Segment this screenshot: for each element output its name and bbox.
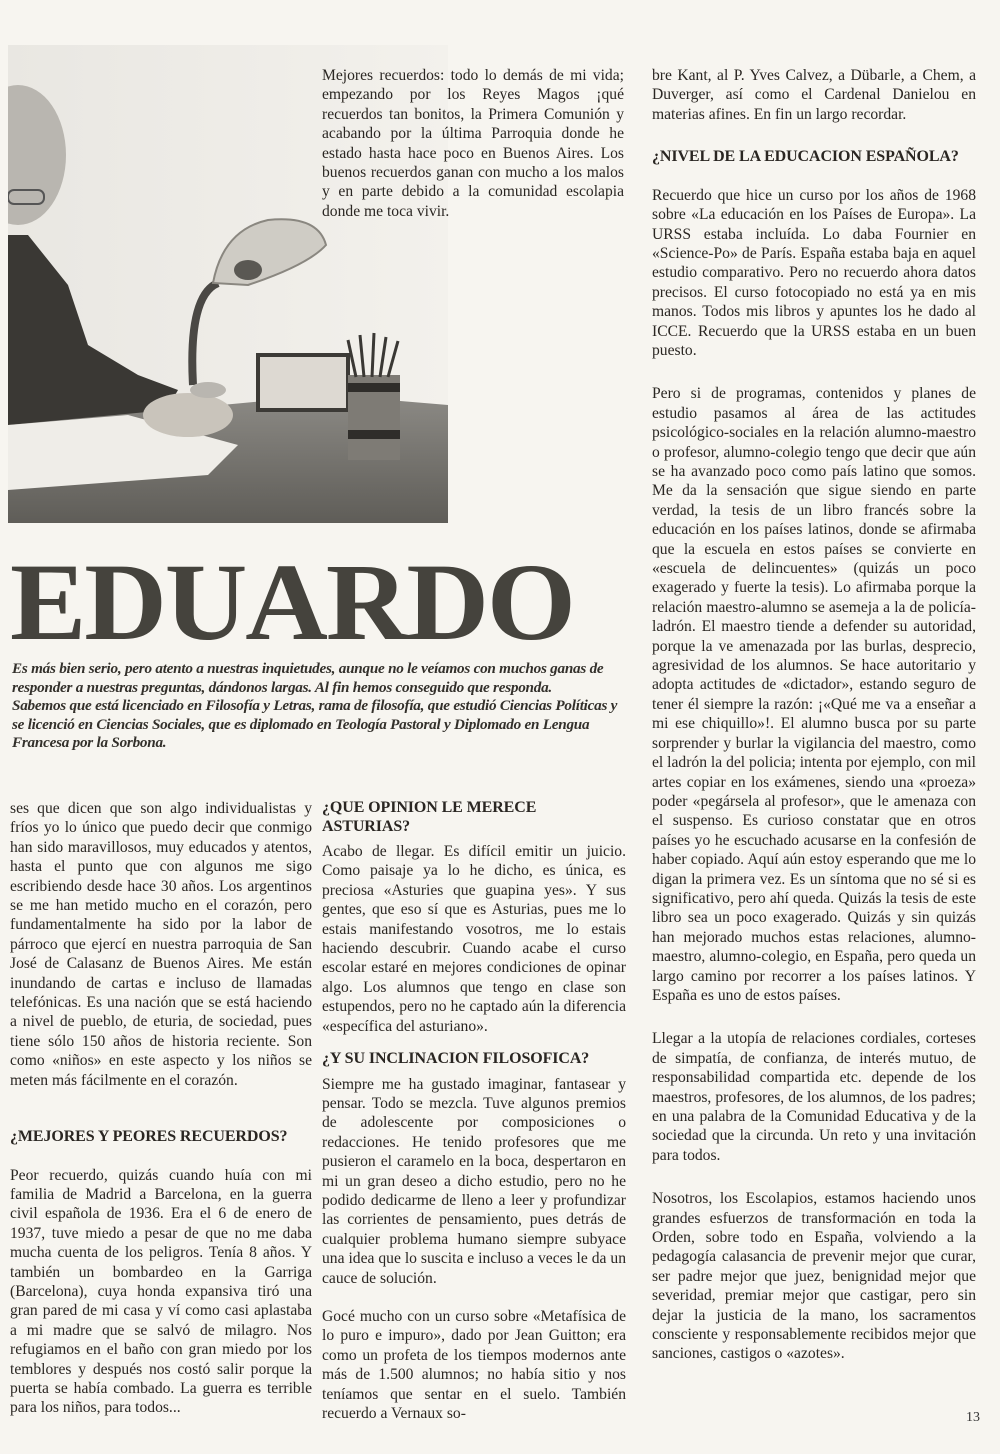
page-number: 13	[966, 1410, 980, 1425]
middle-column	[322, 799, 626, 1423]
professors-paragraph: bre Kant, al P. Yves Calvez, a Dübarle, a Chem, a Duverger, así como el Cardenal Danielou en materias afines. En fin un largo recordar.	[652, 67, 976, 123]
intro-standfirst	[12, 660, 630, 753]
utopia-paragraph: Llegar a la utopía de relaciones cordiales, corteses de simpatía, de confianza, de interés mutuo, de responsabilidad compartida etc. depende de los maestros, profesores, de los alumnos, de los padres; en una palabra de la Comunidad Educativa y de la sociedad que la circunda. Un reto y una invitación para todos.	[652, 1030, 976, 1164]
page-title: EDUARDO	[10, 541, 574, 663]
philosophy-paragraph: Siempre me ha gustado imaginar, fantasear y pensar. Todo se mezcla. Tuve algunos premios de adolescente por composiciones o redacciones. He tenido profesores que me pusieron el caramelo en la boca, despertaron en mi un gran deseo a dicho estudio, pero no he podido dedicarme de lleno a leer y profundizar las corrientes de pensamiento, pues detrás de cualquier problema humano siempre subyace una idea que lo suscita e incluso a veces le da un cauce de solución.	[322, 1075, 626, 1287]
memories-heading: ¿MEJORES Y PEORES RECUERDOS?	[10, 1128, 288, 1146]
asturias-paragraph: Acabo de llegar. Es difícil emitir un juicio. Como paisaje ya lo he dicho, es única, es preciosa «Asturies que guapina yes». Y sus gentes, que eso sí que es Asturias, pues me lo estais manifestando vosotros, me lo estais haciendo descubrir. Cuando acabe el curso escolar estaré en mejores condiciones de opinar algo. Los alumnos que tengo en clase son estupendos, pero no he captado aún la diferencia «específica del asturiano».	[322, 843, 626, 1035]
asturias-heading: ¿QUE OPINION LE MERECE ASTURIAS?	[322, 799, 537, 835]
latin-education-paragraph: Pero si de programas, contenidos y planes de estudio pasamos al área de las actitudes psicológico-sociales en la relación alumno-maestro o profesor, alumno-colegio tengo que decir que aún se ha avanzado poco como país latino que somos. Me da la sensación que sigue siendo en parte verdad, la tesis de un libro francés sobre la educación en los países latinos, donde se afirmaba que la escuela en estos países se convierte en «escuela de delincuentes» (quizás un poco exagerado y fuerte la tesis). Lo afirmaba porque la relación maestro-alumno se asemeja a la de policía-ladrón. El maestro tiende a defender su autoridad, porque la ve amenazada por las burlas, desprecio, agresividad de los alumnos. Se hace autoritario y adopta actitudes de «dictador», estando seguro de tener él siempre la razón: ¡«Qué me va a enseñar a mi ese chiquillo»!. El alumno busca por su parte sorprender y burlar la vigilancia del maestro, como el ladrón la del policia; intenta por ejemplo, con mil artes copiar en los exámenes, siendo una «proeza» poder «pegársela al profesor», que le amenaza con el suspenso. Es curioso constatar que en otros países yo he escuchado acusarse en la confesión de haber copiado. Aquí aún estoy esperando que me lo digan la primera vez. Es un síntoma que no sé si es significativo, pero ahí queda. Quizás la tesis de este libro sea un poco exagerado. Quizás y sin quizás han mejorado muchos estas relaciones, alumno-maestro, alumno-colegio, en España, pero queda un largo camino por recorrer a los países latinos. Y España es uno de estos países.	[652, 385, 976, 1004]
intro-paragraph-2: Sabemos que está licenciado en Filosofía y Letras, rama de filosofía, que estudió Ciencias Políticas y se licenció en Ciencias Sociales, que es diplomado en Teología Pastoral y Diplomado en Lengua Francesa por la Sorbona.	[12, 697, 618, 752]
escolapios-paragraph: Nosotros, los Escolapios, estamos haciendo unos grandes esfuerzos de transformación en toda la Orden, sobre todo en España, volviendo a la pedagogía calasancia de prevenir mejor que curar, ser padre mejor que juez, benignidad mejor que severidad, premiar mejor que castigar, pero sin dejar la justicia de la mano, los sacramentos consciente y responsablemente recibidos mejor que sanciones, castigos o «azotes».	[652, 1190, 976, 1363]
guitton-paragraph: Gocé mucho con un curso sobre «Metafísica de lo puro e impuro», dado por Jean Guitton; era como un profeta de los tiempos modernos ante más de 1.500 alumnos; no había sitio y nos teníamos que sentar en el suelo. También recuerdo a Vernaux so-	[322, 1308, 626, 1423]
education-course-paragraph: Recuerdo que hice un curso por los años de 1968 sobre «La educación en los Países de Europa». La URSS estaba incluída. Lo daba Fournier en «Science-Po» de París. España estaba baja en aquel estudio comparativo. Pero no recuerdo ahora datos precisos. El curso fotocopiado no está ya en mis manos. Todos mis libros y apuntes los he dado al ICCE. Recuerdo que la URSS estaba en un buen puesto.	[652, 186, 976, 359]
best-memories-paragraph: Mejores recuerdos: todo lo demás de mi vida; empezando por los Reyes Magos ¡qué recuerdos tan bonitos, la Primera Comunión y acabando por la última Parroquia donde he estado hasta hace poco en Buenos Aires. Los buenos recuerdos ganan con mucho a los malos y en parte debido a la comunidad escolapia donde me toca vivir.	[322, 67, 624, 220]
right-column	[652, 66, 976, 1364]
philosophy-heading: ¿Y SU INCLINACION FILOSOFICA?	[322, 1050, 590, 1068]
top-middle-column	[322, 66, 624, 221]
intro-paragraph-1: Es más bien serio, pero atento a nuestras inquietudes, aunque no le veíamos con muchos ganas de responder a nuestras preguntas, dándonos largas. Al fin hemos conseguido que responda.	[12, 660, 604, 696]
left-column	[10, 799, 312, 1418]
worst-memories-paragraph: Peor recuerdo, quizás cuando huía con mi familia de Madrid a Barcelona, en la guerra civil española de 1936. Era el 6 de enero de 1937, tuve miedo a pesar de que no me daba mucha cuenta de los peligros. Tenía 8 años. Y también un bombardeo en la Garriga (Barcelona), cuya honda expansiva tiró una gran pared de mi casa y ví como casi aplastaba a mi madre que se salvó de milagro. Nos refugiamos en el baño con gran miedo por los temblores y después nos costó salir porque la puerta se había combado. La guerra es terrible para los niños, para todos...	[10, 1166, 312, 1417]
argentina-paragraph: ses que dicen que son algo individualistas y fríos yo lo único que puedo decir que conmigo han sido maravillosos, muy educados y atentos, hasta el punto que con algunos me sigo escribiendo desde hace 30 años. Los argentinos se me han metido mucho en el corazón, pero fundamentalmente ha sido por la labor de párroco que ejercí en nuestra parroquia de San José de Calasanz de Buenos Aires. Me están inundando de cartas e incluso de llamadas telefónicas. Es una nación que se está haciendo a nivel de pueblo, de eturia, de sociedad, pues tiene sólo 150 años de historia reciente. Son como «niños» en este aspecto y los niños se meten más fácilmente en el corazón.	[10, 800, 312, 1089]
education-heading: ¿NIVEL DE LA EDUCACION ESPAÑOLA?	[652, 148, 959, 166]
